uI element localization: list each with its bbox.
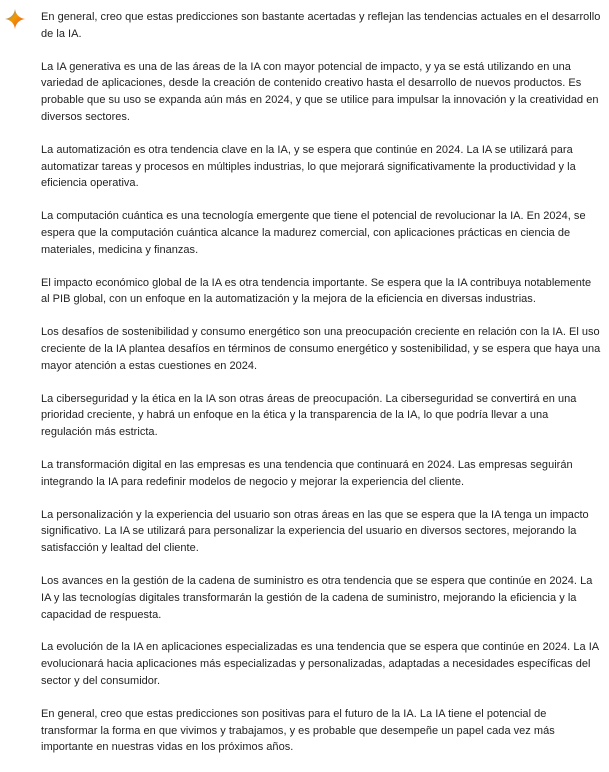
response-paragraph: La automatización es otra tendencia clave en la IA, y se espera que continúe en 2024. La IA se utilizará para automatizar tareas y procesos en múltiples industrias, lo que mejorará significativamente la productividad y la eficiencia operativa. <box>41 143 576 190</box>
response-paragraph: La personalización y la experiencia del usuario son otras áreas en las que se espera que la IA tenga un impacto significativo. La IA se utilizará para personalizar la experiencia del usuario en diversos sectores, mejorando la satisfacción y lealtad del cliente. <box>41 508 589 555</box>
response-paragraph: La computación cuántica es una tecnología emergente que tiene el potencial de revolucionar la IA. En 2024, se espera que la computación cuántica alcance la madurez comercial, con aplicaciones prácticas en ciencia de materiales, medicina y finanzas. <box>41 210 586 256</box>
response-paragraph: En general, creo que estas predicciones son bastante acertadas y reflejan las tendencias actuales en el desarrollo de la IA. <box>41 11 601 40</box>
response-paragraph: El impacto económico global de la IA es otra tendencia importante. Se espera que la IA contribuya notablemente al PIB global, con un enfoque en la automatización y la mejora de la eficiencia en diversas industrias. <box>41 276 592 306</box>
response-text <box>41 9 601 772</box>
response-paragraph: Los avances en la gestión de la cadena de suministro es otra tendencia que se espera que continúe en 2024. La IA y las tecnologías digitales transformarán la gestión de la cadena de suministro, mejorando la eficiencia y la capacidad de respuesta. <box>41 574 593 621</box>
sparkle-icon <box>4 8 26 30</box>
response-paragraph: Los desafíos de sostenibilidad y consumo energético son una preocupación creciente en relación con la IA. El uso creciente de la IA plantea desafíos en términos de consumo energético y sostenibilidad, y se espera que haya una mayor atención a estas cuestiones en 2024. <box>41 326 601 372</box>
response-paragraph: La evolución de la IA en aplicaciones especializadas es una tendencia que se espera que continúe en 2024. La IA evolucionará hacia aplicaciones más especializadas y personalizadas, adaptadas a necesidades específicas del sector y del consumidor. <box>41 641 599 687</box>
response-paragraph: En general, creo que estas predicciones son positivas para el futuro de la IA. La IA tiene el potencial de transformar la forma en que vivimos y trabajamos, y es probable que desempeñe un papel cada vez más importante en nuestras vidas en los próximos años. <box>41 707 555 754</box>
response-paragraph: La IA generativa es una de las áreas de la IA con mayor potencial de impacto, y ya se está utilizando en una variedad de aplicaciones, desde la creación de contenido creativo hasta el desarrollo de nuevos productos. Es probable que su uso se expanda aún más en 2024, y que se utilice para impulsar la innovación y la creatividad en diversos sectores. <box>41 60 599 123</box>
response-paragraph: La transformación digital en las empresas es una tendencia que continuará en 2024. Las empresas seguirán integrando la IA para redefinir modelos de negocio y mejorar la experiencia del cliente. <box>41 458 573 488</box>
response-paragraph: La ciberseguridad y la ética en la IA son otras áreas de preocupación. La ciberseguridad se convertirá en una prioridad creciente, y habrá un enfoque en la ética y la transparencia de la IA, lo que podría llevar a una regulación más estricta. <box>41 392 577 439</box>
